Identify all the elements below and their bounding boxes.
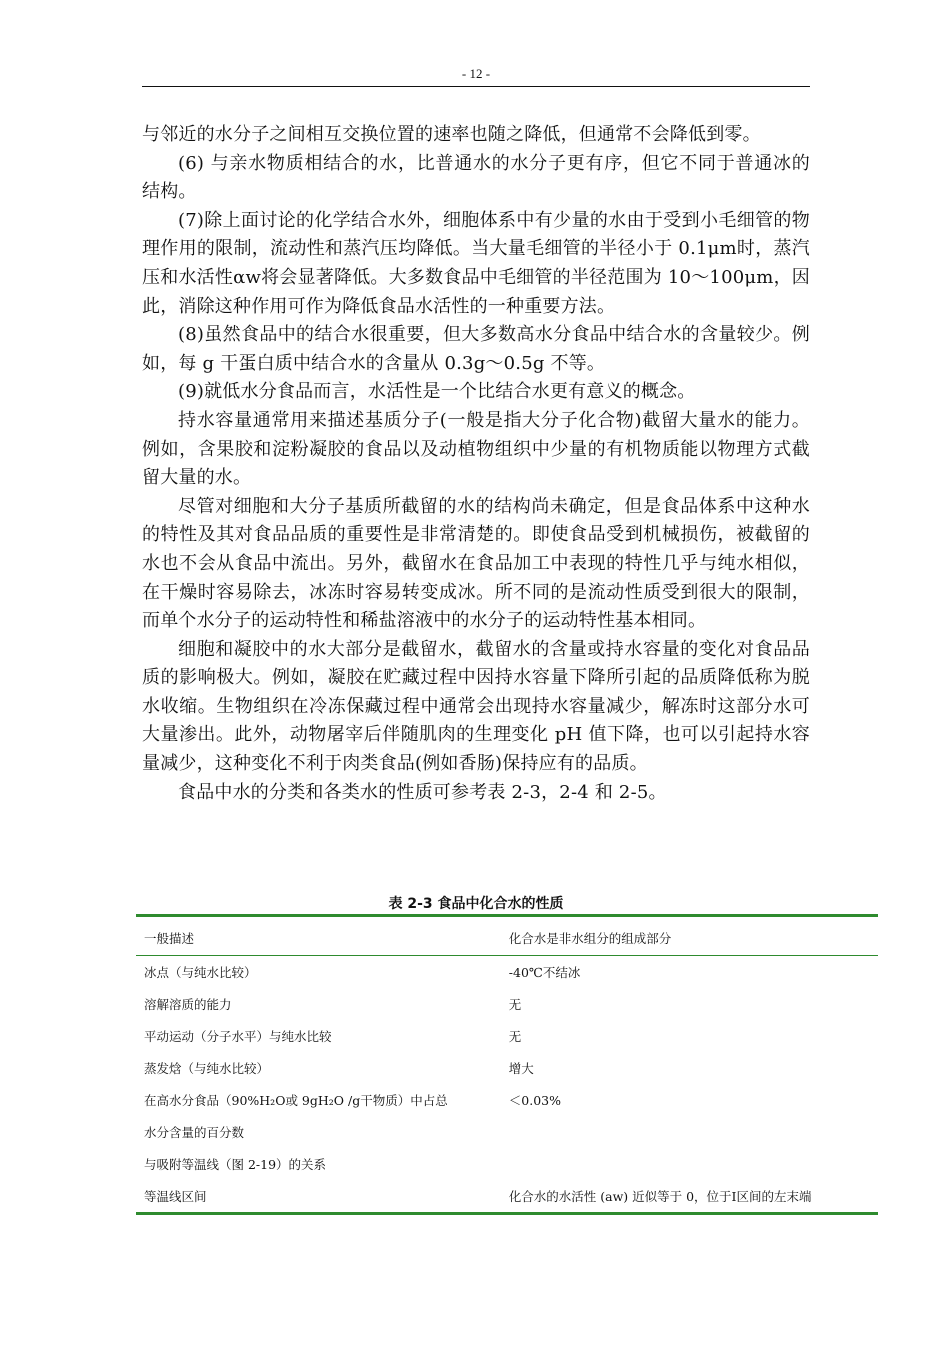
table-cell: 蒸发焓（与纯水比较） — [144, 1061, 270, 1076]
paragraph: (8)虽然食品中的结合水很重要，但大多数高水分食品中结合水的含量较少。例如，每 g 干蛋白质中结合水的含量从 0.3g～0.5g 不等。 — [142, 324, 810, 374]
table-cell — [501, 1148, 878, 1180]
paragraph: (6) 与亲水物质相结合的水，比普通水的水分子更有序，但它不同于普通冰的结构。 — [142, 152, 810, 203]
table-row — [136, 1180, 878, 1214]
paragraph: 食品中水的分类和各类水的性质可参考表 2-3，2-4 和 2-5。 — [178, 781, 667, 803]
paragraph: 尽管对细胞和大分子基质所截留的水的结构尚未确定，但是食品体系中这种水的特性及其对食品品质的重要性是非常清楚的。即使食品受到机械损伤，被截留的水也不会从食品中流出。另外，截留水在食品加工中表现的特性几乎与纯水相似，在干燥时容易除去，冰冻时容易转变成冰。所不同的是流动性质受到很大的限制，而单个水分子的运动特性和稀盐溶液中的水分子的运动特性基本相同。 — [142, 495, 810, 632]
table-cell: 溶解溶质的能力 — [144, 997, 232, 1012]
table-row — [136, 1020, 878, 1052]
table-cell: 等温线区间 — [144, 1189, 207, 1204]
table-cell: 水分含量的百分数 — [144, 1125, 245, 1140]
table-row — [136, 956, 878, 989]
table-row — [136, 1148, 878, 1180]
header-rule — [142, 86, 810, 87]
paragraph: 细胞和凝胶中的水大部分是截留水，截留水的含量或持水容量的变化对食品品质的影响极大。例如，凝胶在贮藏过程中因持水容量下降所引起的品质降低称为脱水收缩。生物组织在冷冻保藏过程中通常会出现持水容量减少，解冻时这部分水可大量渗出。此外，动物屠宰后伴随肌肉的生理变化 pH 值下降，也可以引起持水容量减少，这种变化不利于肉类食品(例如香肠)保持应有的品质。 — [142, 638, 810, 775]
table-cell: 在高水分食品（90%H₂O或 9gH₂O /g干物质）中占总 — [144, 1093, 448, 1108]
table-row — [136, 1052, 878, 1084]
paragraph: 持水容量通常用来描述基质分子(一般是指大分子化合物)截留大量水的能力。例如，含果胶和淀粉凝胶的食品以及动植物组织中少量的有机物质能以物理方式截留大量的水。 — [142, 409, 810, 489]
table-cell: 平动运动（分子水平）与纯水比较 — [144, 1029, 332, 1044]
table-cell: -40℃不结冰 — [508, 965, 581, 980]
table-cell: 化合水的水活性 (aw) 近似等于 0，位于I区间的左末端 — [508, 1189, 812, 1204]
page-number: - 12 - — [461, 66, 491, 81]
table-row — [136, 988, 878, 1020]
table-cell — [501, 1116, 878, 1148]
paragraph: (9)就低水分食品而言，水活性是一个比结合水更有意义的概念。 — [178, 381, 696, 403]
table-header-cell: 一般描述 — [144, 931, 195, 946]
table-cell: 冰点（与纯水比较） — [144, 965, 257, 980]
paragraph: 与邻近的水分子之间相互交换位置的速率也随之降低，但通常不会降低到零。 — [142, 124, 761, 145]
table-cell: 无 — [508, 997, 522, 1012]
paragraph: (7)除上面讨论的化学结合水外，细胞体系中有少量的水由于受到小毛细管的物理作用的限制，流动性和蒸汽压均降低。当大量毛细管的半径小于 0.1μm时，蒸汽压和水活性αw将会显著降低。大多数食品中毛细管的半径范围为 10～100μm，因此，消除这种作用可作为降低食品水活性的一种重要方法。 — [142, 209, 810, 317]
properties-table — [136, 914, 878, 1215]
table-header-cell: 化合水是非水组分的组成部分 — [508, 931, 672, 946]
body-text — [142, 121, 810, 807]
table-row — [136, 1084, 878, 1116]
table-cell: 与吸附等温线（图 2-19）的关系 — [144, 1157, 327, 1172]
table-header-row — [136, 916, 878, 956]
table-row — [136, 1116, 878, 1148]
table-caption: 表 2-3 食品中化合水的性质 — [388, 896, 564, 912]
table-cell: 无 — [508, 1029, 522, 1044]
table-cell: ＜0.03% — [508, 1093, 561, 1108]
table-cell: 增大 — [508, 1061, 534, 1076]
